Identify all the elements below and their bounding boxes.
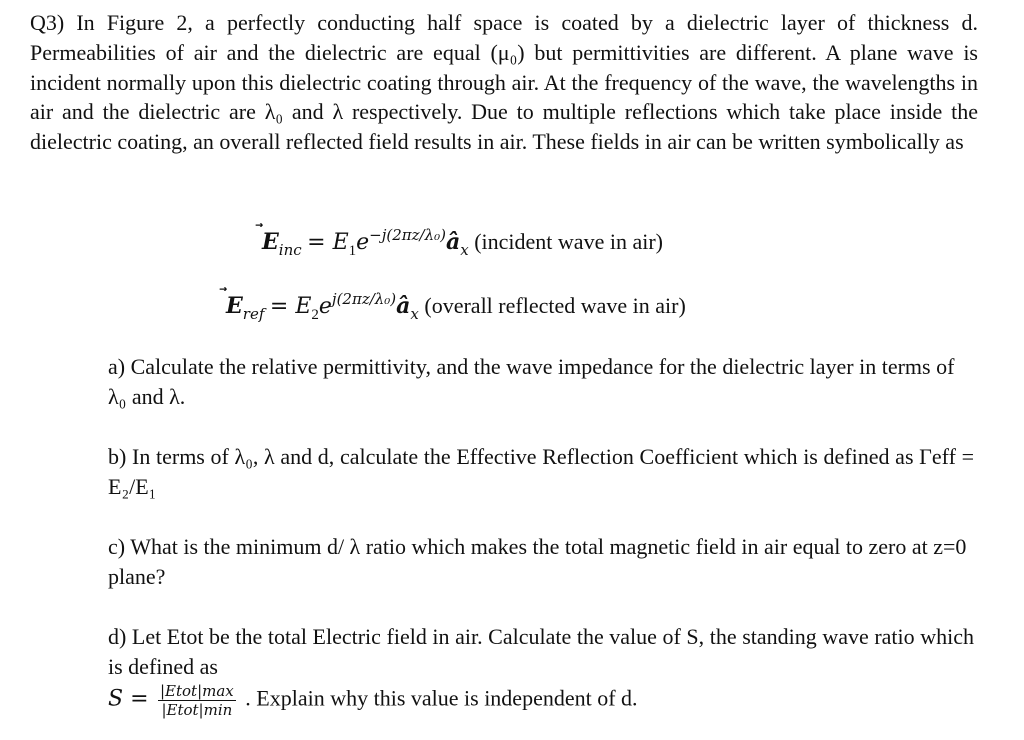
- question-intro: Q3) In Figure 2, a perfectly conducting half space is coated by a dielectric layer of thickness d. Permeabilities of air and the dielectric are equal (μ₀) but permittivities are different. A plane wave is incident normally upon this dielectric coating through air. At the frequency of the wave, the wavelengths in air and the dielectric are λ₀ and λ respectively. Due to multiple reflections which take place inside the dielectric coating, an overall reflected field results in air. These fields in air can be written symbolically as: [30, 10, 978, 155]
- incident-exp-base: e: [356, 230, 370, 255]
- e-vector-symbol: E: [262, 229, 279, 255]
- part-d: d) Let Etot be the total Electric field in air. Calculate the value of S, the standing wave ratio which is defined as: [108, 624, 974, 679]
- incident-field-equation: [262, 226, 663, 260]
- swr-definition: [108, 682, 638, 732]
- incident-note: (incident wave in air): [468, 229, 663, 254]
- incident-unit-sub: x: [460, 241, 469, 259]
- part-a: a) Calculate the relative permittivity, and the wave impedance for the dielectric layer in terms of λ₀ and λ.: [108, 354, 955, 409]
- swr-tail: . Explain why this value is independent of d.: [245, 685, 638, 711]
- reflected-exponent: j(2πz/λ₀): [331, 290, 397, 308]
- reflected-rhs-base: = E: [269, 294, 312, 319]
- incident-rhs-sub: 1: [348, 243, 357, 259]
- e-vector-symbol: E: [226, 293, 243, 319]
- reflected-note: (overall reflected wave in air): [418, 293, 686, 318]
- reflected-unit-vector: â: [396, 293, 411, 319]
- incident-subscript: inc: [278, 241, 302, 259]
- incident-rhs-base: = E: [307, 230, 349, 255]
- part-c: c) What is the minimum d/ λ ratio which makes the total magnetic field in air equal to zero at z=0 plane?: [108, 534, 967, 589]
- part-b: b) In terms of λ₀, λ and d, calculate the Effective Reflection Coefficient which is defined as Γeff = E₂/E₁: [108, 444, 974, 499]
- reflected-exp-base: e: [318, 294, 332, 319]
- reflected-unit-sub: x: [410, 305, 419, 323]
- swr-lhs: S =: [108, 686, 149, 712]
- swr-fraction: [158, 682, 236, 719]
- reflected-rhs-sub: 2: [311, 307, 319, 323]
- reflected-field-equation: [226, 290, 686, 324]
- swr-denominator: |Etot|min: [161, 701, 233, 719]
- swr-numerator: |Etot|max: [160, 682, 234, 700]
- incident-exponent: −j(2πz/λ₀): [369, 226, 446, 244]
- incident-unit-vector: â: [445, 229, 461, 255]
- reflected-subscript: ref: [242, 305, 265, 323]
